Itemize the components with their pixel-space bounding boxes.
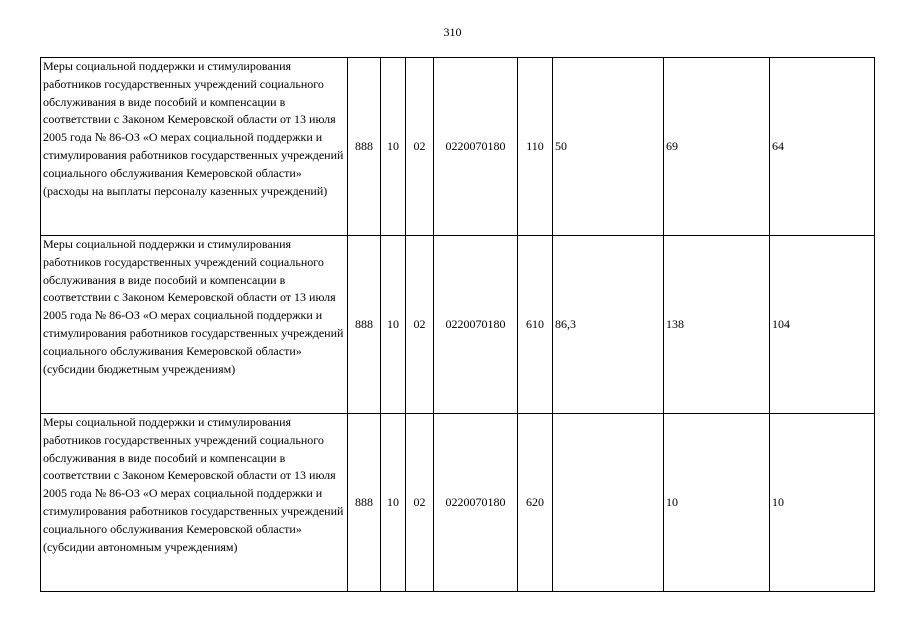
section-code: 10: [381, 236, 406, 414]
table-row: [41, 236, 875, 414]
row-description: Меры социальной поддержки и стимулирования работников государственных учреждений социального обслуживания в виде пособий и компенсации в соответствии с Законом Кемеровской области от 13 июля 2005 года № 86-ОЗ «О мерах социальной поддержки и стимулирования работников государственных учреждений социального обслуживания Кемеровской области» (расходы на выплаты персоналу казенных учреждений): [41, 58, 348, 236]
table-row: [41, 58, 875, 236]
subsection-code: 02: [406, 236, 434, 414]
expense-type-code: 610: [518, 236, 553, 414]
ministry-code: 888: [348, 236, 381, 414]
target-article-code: 0220070180: [434, 236, 518, 414]
value-2: 10: [664, 414, 770, 592]
value-2: 138: [664, 236, 770, 414]
subsection-code: 02: [406, 58, 434, 236]
value-1: [553, 414, 664, 592]
ministry-code: 888: [348, 414, 381, 592]
value-1: 86,3: [553, 236, 664, 414]
value-3: 64: [770, 58, 875, 236]
expense-type-code: 110: [518, 58, 553, 236]
value-3: 10: [770, 414, 875, 592]
target-article-code: 0220070180: [434, 414, 518, 592]
ministry-code: 888: [348, 58, 381, 236]
row-description: Меры социальной поддержки и стимулирования работников государственных учреждений социального обслуживания в виде пособий и компенсации в соответствии с Законом Кемеровской области от 13 июля 2005 года № 86-ОЗ «О мерах социальной поддержки и стимулирования работников государственных учреждений социального обслуживания Кемеровской области» (субсидии автономным учреждениям): [41, 414, 348, 592]
table-row: [41, 414, 875, 592]
value-3: 104: [770, 236, 875, 414]
target-article-code: 0220070180: [434, 58, 518, 236]
page-number: 310: [443, 25, 462, 39]
value-1: 50: [553, 58, 664, 236]
value-2: 69: [664, 58, 770, 236]
section-code: 10: [381, 414, 406, 592]
budget-table: [40, 57, 875, 592]
subsection-code: 02: [406, 414, 434, 592]
row-description: Меры социальной поддержки и стимулирования работников государственных учреждений социального обслуживания в виде пособий и компенсации в соответствии с Законом Кемеровской области от 13 июля 2005 года № 86-ОЗ «О мерах социальной поддержки и стимулирования работников государственных учреждений социального обслуживания Кемеровской области» (субсидии бюджетным учреждениям): [41, 236, 348, 414]
expense-type-code: 620: [518, 414, 553, 592]
section-code: 10: [381, 58, 406, 236]
